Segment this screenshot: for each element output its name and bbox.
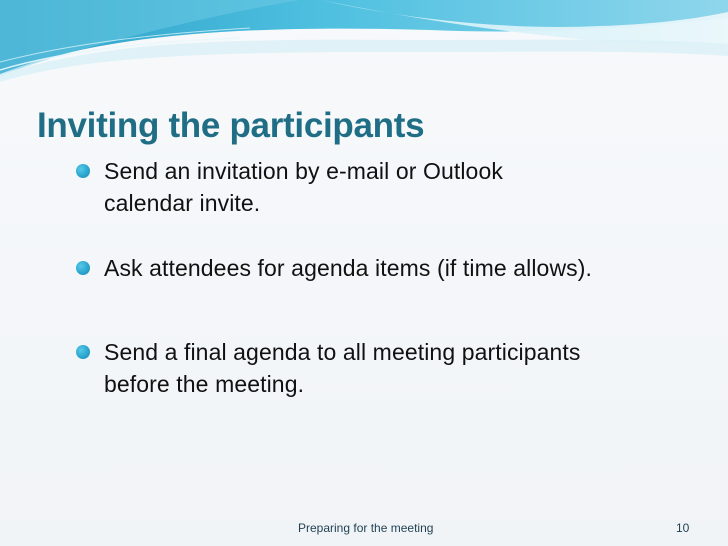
bullet-line-continuation: before the meeting. (104, 371, 305, 397)
bullet-item (76, 155, 706, 219)
filled-circle-bullet-icon (76, 164, 90, 178)
bullet-line: Send a final agenda to all meeting participants (104, 339, 581, 365)
header-wave-decoration (0, 0, 728, 90)
filled-circle-bullet-icon (76, 345, 90, 359)
bullet-item (76, 252, 706, 284)
filled-circle-bullet-icon (76, 261, 90, 275)
footer-text: Preparing for the meeting (298, 521, 434, 535)
bullet-item (76, 336, 706, 400)
bullet-line: Send an invitation by e-mail or Outlook (104, 158, 503, 184)
bullet-line-continuation: calendar invite. (104, 190, 261, 216)
page-number: 10 (676, 521, 690, 535)
bullet-line: Ask attendees for agenda items (if time allows). (104, 255, 593, 281)
slide-title: Inviting the participants (37, 106, 425, 145)
